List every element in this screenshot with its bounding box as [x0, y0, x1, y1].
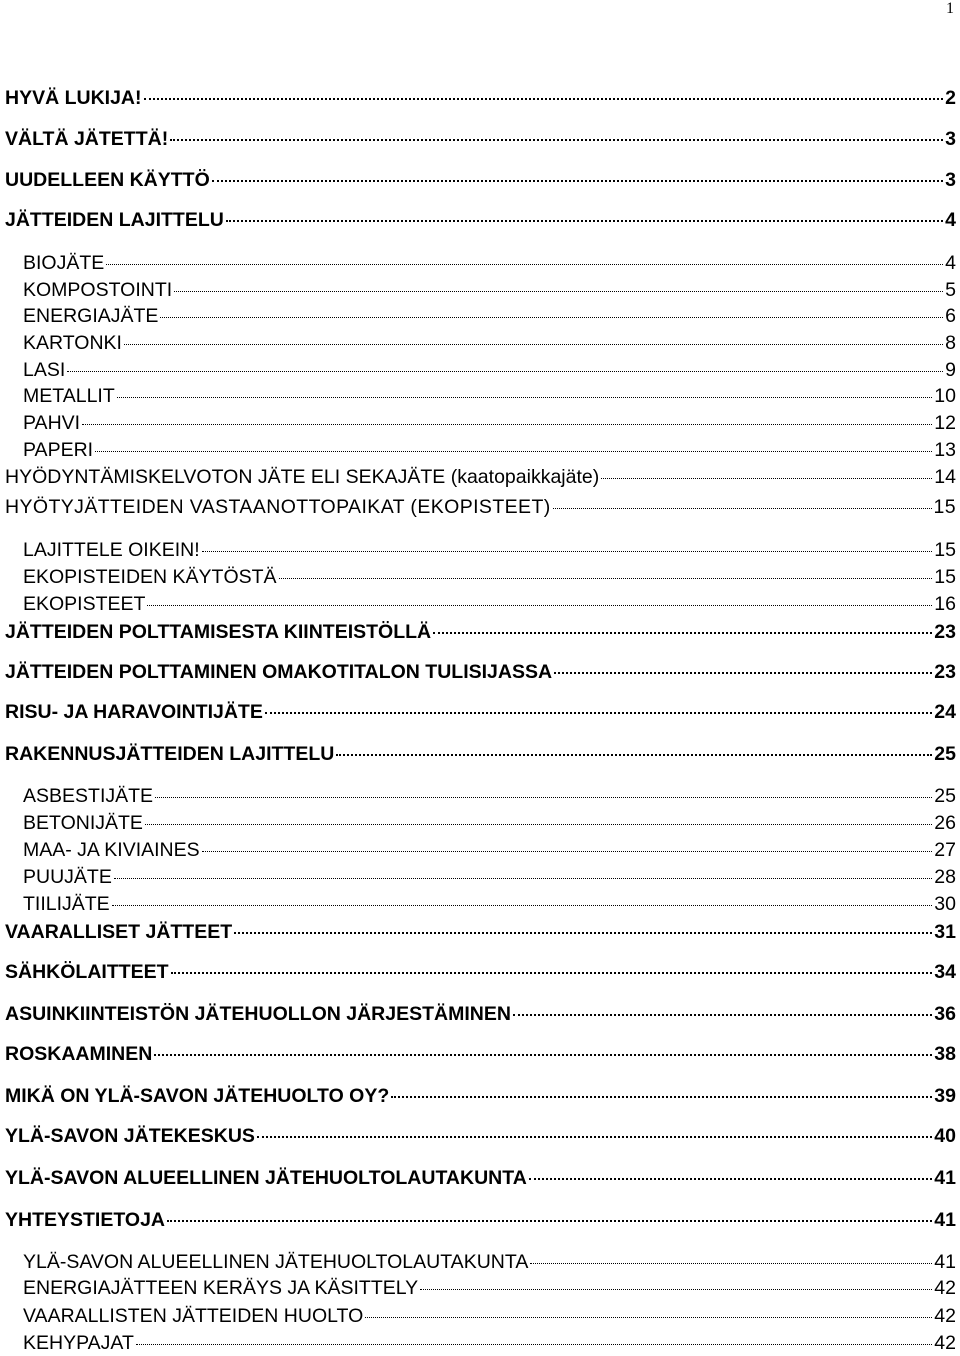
toc-leader-dots: [226, 220, 943, 222]
toc-entry[interactable]: [23, 565, 956, 589]
toc-entry-page: 4: [945, 252, 956, 274]
toc-entry-title: UUDELLEEN KÄYTTÖ: [5, 169, 210, 191]
toc-leader-dots: [154, 1054, 932, 1056]
toc-entry-title: EKOPISTEET: [23, 593, 146, 615]
toc-leader-dots: [234, 932, 932, 934]
toc-leader-dots: [433, 632, 932, 634]
toc-entry-title: BIOJÄTE: [23, 252, 105, 274]
toc-entry-title: RAKENNUSJÄTTEIDEN LAJITTELU: [5, 743, 335, 765]
toc-entry-title: METALLIT: [23, 385, 115, 407]
toc-entry-page: 8: [945, 332, 956, 354]
toc-entry-page: 12: [934, 412, 956, 434]
toc-entry-title: ENERGIAJÄTTEEN KERÄYS JA KÄSITTELY: [23, 1277, 419, 1299]
toc-leader-dots: [144, 98, 944, 100]
toc-entry[interactable]: [5, 620, 956, 644]
toc-entry[interactable]: [23, 865, 956, 889]
toc-entry[interactable]: [23, 538, 956, 562]
toc-entry-page: 15: [933, 496, 956, 518]
toc-entry-title: YLÄ-SAVON ALUEELLINEN JÄTEHUOLTOLAUTAKUNTA: [5, 1167, 527, 1189]
toc-entry-page: 26: [934, 812, 956, 834]
toc-entry-title: HYVÄ LUKIJA!: [5, 87, 142, 109]
toc-leader-dots: [160, 317, 943, 318]
toc-entry-page: 42: [934, 1277, 956, 1299]
toc-entry-page: 23: [934, 661, 956, 683]
toc-leader-dots: [336, 754, 932, 756]
toc-entry-page: 2: [945, 87, 956, 109]
toc-leader-dots: [513, 1014, 932, 1016]
toc-entry-page: 6: [945, 305, 956, 327]
toc-entry-title: YHTEYSTIETOJA: [5, 1209, 166, 1231]
toc-leader-dots: [257, 1136, 932, 1138]
toc-entry-page: 13: [934, 439, 956, 461]
toc-leader-dots: [82, 424, 932, 425]
toc-entry-page: 3: [945, 128, 956, 150]
toc-entry-page: 31: [934, 921, 956, 943]
toc-entry[interactable]: [5, 742, 956, 766]
toc-entry[interactable]: [5, 700, 956, 724]
toc-entry[interactable]: [5, 208, 956, 232]
toc-entry[interactable]: [5, 1166, 956, 1190]
toc-entry-page: 16: [934, 593, 956, 615]
toc-entry-page: 41: [934, 1209, 956, 1231]
toc-entry-title: ASBESTIJÄTE: [23, 785, 154, 807]
toc-entry-page: 5: [945, 279, 956, 301]
toc-leader-dots: [106, 264, 943, 265]
toc-entry-page: 9: [945, 359, 956, 381]
toc-entry-title: PAHVI: [23, 412, 81, 434]
toc-entry-title: KEHYPAJAT: [23, 1332, 134, 1354]
toc-entry[interactable]: [5, 660, 956, 684]
toc-entry-title: VAARALLISET JÄTTEET: [5, 921, 233, 943]
toc-entry[interactable]: [5, 920, 956, 944]
toc-entry-title: KARTONKI: [23, 332, 122, 354]
toc-leader-dots: [95, 451, 932, 452]
toc-leader-dots: [529, 1178, 933, 1180]
toc-entry[interactable]: [5, 168, 956, 192]
page-number: 1: [946, 0, 954, 17]
toc-entry[interactable]: [23, 1331, 956, 1355]
toc-leader-dots: [170, 139, 943, 141]
toc-entry-title: JÄTTEIDEN POLTTAMISESTA KIINTEISTÖLLÄ: [5, 621, 432, 643]
toc-entry[interactable]: [5, 1124, 956, 1148]
toc-entry[interactable]: [23, 892, 956, 916]
toc-leader-dots: [530, 1263, 932, 1264]
toc-entry-page: 36: [934, 1003, 956, 1025]
toc-leader-dots: [554, 672, 932, 674]
toc-entry[interactable]: [23, 1276, 956, 1300]
toc-leader-dots: [202, 851, 933, 852]
toc-entry-title: TIILIJÄTE: [23, 893, 110, 915]
toc-leader-dots: [391, 1096, 932, 1098]
toc-entry-title: LAJITTELE OIKEIN!: [23, 539, 200, 561]
toc-entry[interactable]: [23, 438, 956, 462]
toc-entry-title: RISU- JA HARAVOINTIJÄTE: [5, 701, 263, 723]
toc-entry-title: JÄTTEIDEN LAJITTELU: [5, 209, 224, 231]
toc-leader-dots: [114, 878, 932, 879]
toc-entry-page: 4: [945, 209, 956, 231]
toc-entry[interactable]: [5, 86, 956, 110]
toc-entry-page: 42: [934, 1332, 956, 1354]
toc-entry-page: 28: [934, 866, 956, 888]
toc-entry-page: 14: [934, 466, 956, 488]
toc-entry-page: 24: [934, 701, 956, 723]
toc-entry[interactable]: [23, 784, 956, 808]
toc-entry-page: 39: [934, 1085, 956, 1107]
toc-entry[interactable]: [23, 304, 956, 328]
toc-entry[interactable]: [23, 384, 956, 408]
toc-leader-dots: [147, 605, 932, 606]
toc-leader-dots: [167, 1220, 932, 1222]
toc-entry-page: 42: [934, 1305, 956, 1327]
toc-leader-dots: [67, 371, 943, 372]
toc-entry-page: 3: [945, 169, 956, 191]
toc-entry-title: HYÖTYJÄTTEIDEN VASTAANOTTOPAIKAT (EKOPISTEET): [5, 496, 551, 518]
toc-entry-title: YLÄ-SAVON ALUEELLINEN JÄTEHUOLTOLAUTAKUNTA: [23, 1251, 529, 1273]
toc-leader-dots: [212, 180, 943, 182]
toc-leader-dots: [279, 578, 933, 579]
toc-entry-title: VÄLTÄ JÄTETTÄ!: [5, 128, 169, 150]
toc-leader-dots: [553, 508, 932, 509]
toc-entry-title: JÄTTEIDEN POLTTAMINEN OMAKOTITALON TULISIJASSA: [5, 661, 553, 683]
toc-entry-page: 30: [934, 893, 956, 915]
toc-leader-dots: [155, 797, 932, 798]
toc-entry[interactable]: [5, 1042, 956, 1066]
toc-entry-title: ENERGIAJÄTE: [23, 305, 159, 327]
toc-entry[interactable]: [23, 278, 956, 302]
toc-entry[interactable]: [5, 960, 956, 984]
toc-entry-title: PAPERI: [23, 439, 94, 461]
toc-entry-page: 38: [934, 1043, 956, 1065]
toc-leader-dots: [174, 291, 943, 292]
toc-entry[interactable]: [23, 1304, 956, 1328]
toc-leader-dots: [145, 824, 932, 825]
toc-entry[interactable]: [23, 592, 956, 616]
toc-entry[interactable]: [23, 358, 956, 382]
toc-entry-title: YLÄ-SAVON JÄTEKESKUS: [5, 1125, 255, 1147]
toc-entry[interactable]: [5, 1084, 956, 1108]
toc-entry-title: BETONIJÄTE: [23, 812, 143, 834]
toc-entry-title: EKOPISTEIDEN KÄYTÖSTÄ: [23, 566, 277, 588]
toc-entry-page: 23: [934, 621, 956, 643]
toc-entry[interactable]: [23, 251, 956, 275]
toc-entry-page: 15: [934, 539, 956, 561]
toc-entry-page: 27: [934, 839, 956, 861]
toc-entry[interactable]: [5, 1208, 956, 1232]
toc-leader-dots: [117, 397, 933, 398]
toc-leader-dots: [124, 344, 943, 345]
toc-entry-page: 34: [934, 961, 956, 983]
toc-entry[interactable]: [23, 811, 956, 835]
toc-entry[interactable]: [23, 411, 956, 435]
toc-leader-dots: [112, 905, 933, 906]
toc-entry-title: ASUINKIINTEISTÖN JÄTEHUOLLON JÄRJESTÄMINEN: [5, 1003, 511, 1025]
toc-entry-title: ROSKAAMINEN: [5, 1043, 153, 1065]
toc-entry-page: 15: [934, 566, 956, 588]
toc-entry[interactable]: [5, 495, 956, 519]
toc-entry-title: PUUJÄTE: [23, 866, 112, 888]
toc-leader-dots: [365, 1317, 932, 1318]
toc-entry-page: 41: [934, 1251, 956, 1273]
toc-entry[interactable]: [5, 465, 956, 489]
toc-entry-page: 40: [934, 1125, 956, 1147]
toc-leader-dots: [265, 712, 932, 714]
toc-entry-page: 10: [934, 385, 956, 407]
toc-entry-title: KOMPOSTOINTI: [23, 279, 173, 301]
toc-leader-dots: [420, 1289, 932, 1290]
toc-leader-dots: [202, 551, 933, 552]
toc-entry[interactable]: [5, 1002, 956, 1026]
toc-leader-dots: [171, 972, 933, 974]
toc-entry-title: VAARALLISTEN JÄTTEIDEN HUOLTO: [23, 1305, 364, 1327]
toc-leader-dots: [136, 1344, 932, 1345]
toc-entry[interactable]: [23, 838, 956, 862]
toc-entry-title: LASI: [23, 359, 66, 381]
toc-entry-title: MIKÄ ON YLÄ-SAVON JÄTEHUOLTO OY?: [5, 1085, 390, 1107]
toc-entry-page: 25: [934, 743, 956, 765]
toc-entry-title: SÄHKÖLAITTEET: [5, 961, 169, 983]
toc-leader-dots: [601, 478, 932, 479]
toc-entry[interactable]: [23, 1250, 956, 1274]
toc-entry-title: MAA- JA KIVIAINES: [23, 839, 200, 861]
toc-entry[interactable]: [23, 331, 956, 355]
toc-entry-page: 25: [934, 785, 956, 807]
toc-entry[interactable]: [5, 127, 956, 151]
toc-entry-title: HYÖDYNTÄMISKELVOTON JÄTE ELI SEKAJÄTE (kaatopaikkajäte): [5, 466, 600, 488]
toc-entry-page: 41: [934, 1167, 956, 1189]
